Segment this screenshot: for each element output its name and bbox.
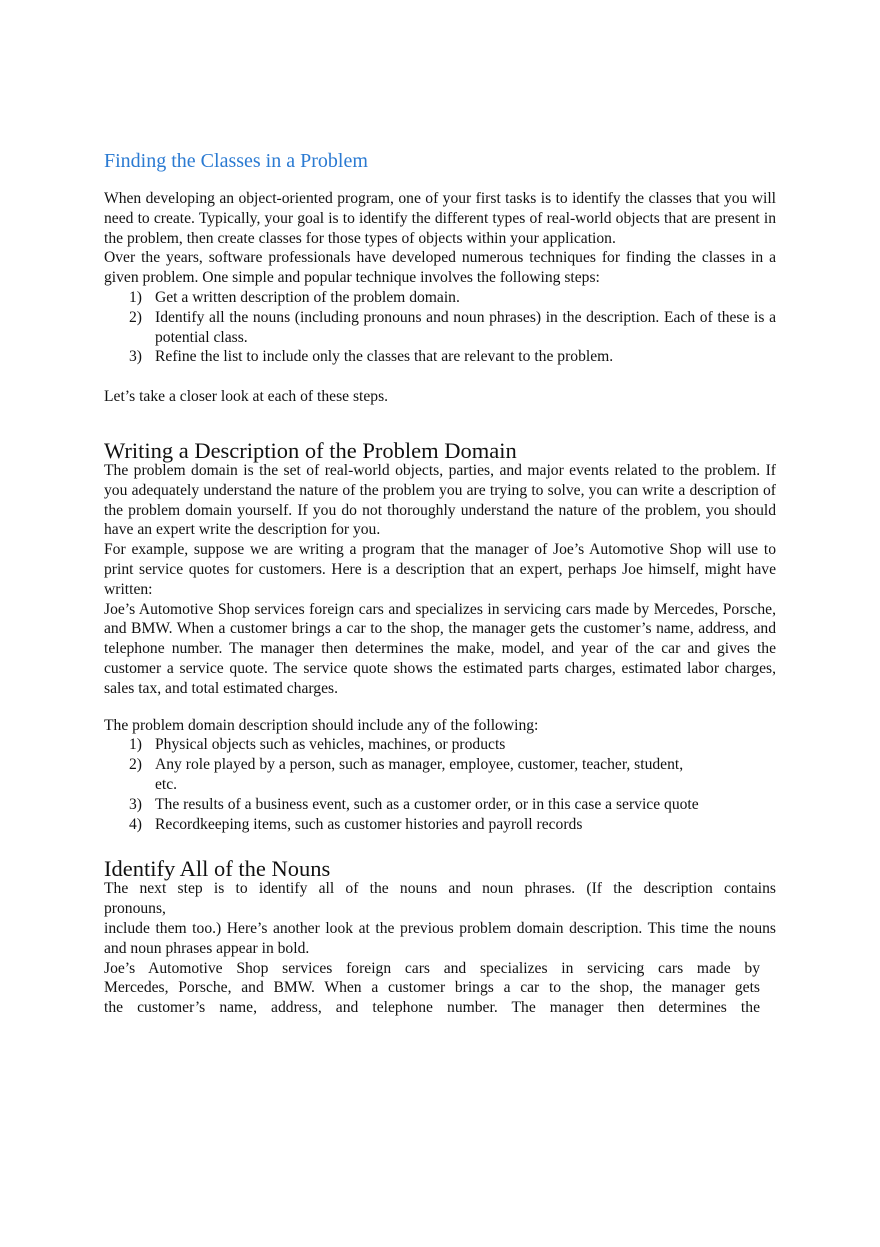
text-line: Mercedes, Porsche, and BMW. When a customer brings a car to the shop, the manager gets [104,979,760,997]
list-item-text: Recordkeeping items, such as customer histories and payroll records [155,815,583,833]
domain-items-list [104,735,776,834]
spacer [104,367,776,387]
spacer [104,834,776,855]
section-heading-identify-nouns: Identify All of the Nouns [104,856,331,882]
list-number: 1) [129,736,142,754]
list-item [104,755,776,795]
steps-list [104,288,776,367]
list-item-text: Any role played by a person, such as manager, employee, customer, teacher, student, [155,756,684,774]
list-item-text: Refine the list to include only the classes that are relevant to the problem. [155,348,614,366]
list-number: 2) [129,308,142,326]
list-item-text: etc. [155,775,178,793]
list-number: 2) [129,756,142,774]
paragraph [104,959,776,1018]
text-line: The next step is to identify all of the nouns and noun phrases. (If the description contains [104,880,776,898]
text-line: pronouns, [104,900,166,918]
text-line: Joe’s Automotive Shop services foreign cars and specializes in servicing cars made by [104,959,760,977]
list-item [104,308,776,348]
example-description: Joe’s Automotive Shop services foreign cars and specializes in servicing cars made by Mercedes, Porsche, and BMW. When a customer brings a car to the shop, the manager gets the customer’s name, address, and telephone number. The manager then determines the make, model, and year of the car and gives the customer a service quote. The service quote shows the estimated parts charges, estimated labor charges, sales tax, and total estimated charges. [104,600,776,697]
list-item [104,735,776,755]
section-heading-finding-classes: Finding the Classes in a Problem [104,150,368,172]
list-item [104,795,776,815]
section-heading-problem-domain: Writing a Description of the Problem Domain [104,437,517,463]
list-item-text: Physical objects such as vehicles, machines, or products [155,736,506,754]
paragraph: The problem domain is the set of real-world objects, parties, and major events related to the problem. If you adequately understand the nature of the problem you are trying to solve, you can write a description of the problem domain yourself. If you do not thoroughly understand the nature of the problem, you should have an expert write the description for you. [104,461,776,539]
paragraph: Let’s take a closer look at each of these steps. [104,388,389,406]
list-item-text: Identify all the nouns (including pronouns and noun phrases) in the description. Each of these is a potential class. [155,308,776,346]
paragraph: When developing an object-oriented program, one of your first tasks is to identify the classes that you will need to create. Typically, your goal is to identify the different types of real-world objects that are present in the problem, then create classes for those types of objects within your application. [104,190,776,247]
spacer [104,407,776,437]
paragraph: Over the years, software professionals have developed numerous techniques for finding the classes in a given problem. One simple and popular technique involves the following steps: [104,249,776,287]
list-number: 3) [129,348,142,366]
spacer [104,699,776,716]
text-line: the customer’s name, address, and telephone number. The manager then determines the [104,999,760,1017]
list-item-text: The results of a business event, such as a customer order, or in this case a service quote [155,795,699,813]
list-number: 1) [129,288,142,306]
paragraph: For example, suppose we are writing a program that the manager of Joe’s Automotive Shop will use to print service quotes for customers. Here is a description that an expert, perhaps Joe himself, might have written: [104,541,776,598]
paragraph: include them too.) Here’s another look at the previous problem domain description. This time the nouns and noun phrases appear in bold. [104,919,776,957]
list-number: 3) [129,795,142,813]
paragraph: The problem domain description should include any of the following: [104,716,539,734]
list-item [104,288,776,308]
list-item [104,815,776,835]
list-item-text: Get a written description of the problem domain. [155,288,460,306]
list-item [104,347,776,367]
page-content [104,148,776,1018]
paragraph [104,879,776,919]
list-number: 4) [129,815,142,833]
